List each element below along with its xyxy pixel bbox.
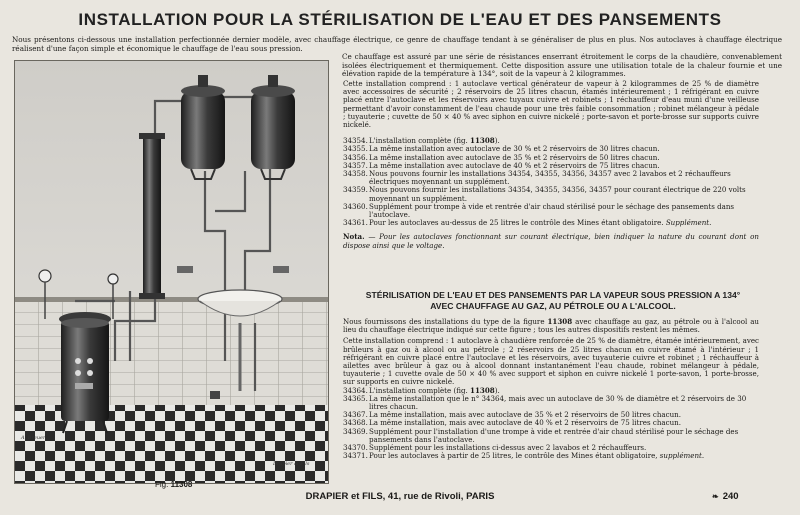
section-electric xyxy=(343,80,759,250)
item-number: 34369. xyxy=(343,426,368,436)
item-description xyxy=(369,186,759,202)
item-number: 34364. xyxy=(343,385,368,395)
item-figure-ref: 11308 xyxy=(470,385,495,395)
item-number: 34368. xyxy=(343,418,368,428)
section-gas-heading-line1: STÉRILISATION DE L'EAU ET DES PANSEMENTS PAR LA VAPEUR SOUS PRESSION A 134° xyxy=(365,290,741,300)
page-title: INSTALLATION POUR LA STÉRILISATION DE L'EAU ET DES PANSEMENTS xyxy=(78,10,722,29)
catalog-item xyxy=(343,452,759,460)
item-text: L'installation complète (fig. xyxy=(369,385,471,395)
item-text: La même installation avec autoclave de 35 % et 2 réservoirs de 50 litres chacun. xyxy=(369,152,660,162)
item-figure-ref: 11308 xyxy=(470,136,495,146)
item-tail: supplément. xyxy=(659,451,705,461)
item-number: 34358. xyxy=(343,169,368,179)
svg-text:A. Breuer: A. Breuer xyxy=(21,435,46,441)
item-number: 34361. xyxy=(343,218,368,228)
item-number: 34371. xyxy=(343,451,368,461)
item-description xyxy=(369,395,759,411)
svg-text:Drapier & Fils: Drapier & Fils xyxy=(273,461,310,467)
item-description xyxy=(369,170,759,186)
item-text: L'installation complète (fig. xyxy=(369,136,471,146)
item-text: La même installation avec autoclave de 30 % et 2 réservoirs de 30 litres chacun. xyxy=(369,144,660,154)
item-number: 34356. xyxy=(343,152,368,162)
catalog-item xyxy=(343,186,759,202)
section-gas xyxy=(343,318,759,460)
item-text: Nous pouvons fournir les installations 34354, 34355, 34356, 34357 pour courant électrique de 220 volts moyennant un supplément. xyxy=(369,185,746,203)
figure-caption xyxy=(155,480,192,489)
gas-intro-text-a: Nous fournissons des installations du type de la figure xyxy=(343,317,548,326)
item-tail: ). xyxy=(494,136,500,146)
catalog-item xyxy=(343,428,759,444)
page-number xyxy=(712,491,739,502)
item-number: 34359. xyxy=(343,185,368,195)
catalog-item xyxy=(343,395,759,411)
section-gas-heading-line2: AVEC CHAUFFAGE AU GAZ, AU PÉTROLE OU A L'ALCOOL. xyxy=(430,301,676,311)
item-text: La même installation avec autoclave de 40 % et 2 réservoirs de 75 litres chacun. xyxy=(369,160,660,170)
nota xyxy=(343,233,759,249)
electric-composition: Cette installation comprend : 1 autoclave vertical générateur de vapeur à 2 kilogrammes de 25 % de diamètre avec accessoires de sécurité ; 2 réservoirs de 25 litres chacun, étamés intérieurement ; 1 réfrigérant en cuivre placé entre l'autoclave et les réservoirs avec tuyaux cuivre et robinets ; 1 réchauffeur d'eau muni d'une veilleuse permettant d'avoir constamment de l'eau chaude pour une très faible consommation ; robinet mélangeur à pédale ; tuyauterie ; cuvette de 50 × 40 % avec siphon en cuivre nickelé ; porte-savon et porte-brosse sur supports cuivre nickelé. xyxy=(343,79,759,130)
publisher-footer: DRAPIER et FILS, 41, rue de Rivoli, PARIS xyxy=(305,491,495,502)
nota-text: — Pour les autoclaves fonctionnant sur courant électrique, bien indiquer la nature du courant dont on dispose ainsi que le voltage. xyxy=(343,232,759,250)
item-number: 34354. xyxy=(343,136,368,146)
ornament-icon: ❧ xyxy=(712,492,719,501)
item-number: 34367. xyxy=(343,410,368,420)
nota-label: Nota. xyxy=(343,232,365,242)
figure-caption-prefix: Fig. xyxy=(155,480,171,489)
intro-text-a: Nous présentons ci-dessous une installation perfectionnée dernier modèle, avec chauffage électrique, ce genre de chauffage tendant à se généraliser de plus en plus. Nos autoclaves à chauffage électrique réalisent d'une façon simple et économique le chauffage de l'eau sous pression. xyxy=(12,35,782,53)
item-number: 34357. xyxy=(343,160,368,170)
item-text: La même installation, mais avec autoclave de 40 % et 2 réservoirs de 75 litres chacun. xyxy=(369,418,682,428)
item-tail: Supplément. xyxy=(665,218,712,228)
item-text: Supplément pour les installations ci-dessus avec 2 lavabos et 2 réchauffeurs. xyxy=(369,443,647,453)
electric-item-list xyxy=(343,137,759,227)
catalog-item xyxy=(343,219,759,227)
gas-intro-text-b: avec chauffage au gaz, au pétrole ou à l'alcool au lieu du chauffage électrique indiqué sur cette figure ; tous les autres dispositifs restent les mêmes. xyxy=(343,317,759,335)
figure-caption-number: 11308 xyxy=(170,480,193,489)
item-number: 34365. xyxy=(343,393,368,403)
item-number: 34370. xyxy=(343,443,368,453)
item-text: La même installation, mais avec autoclave de 35 % et 2 réservoirs de 50 litres chacun. xyxy=(369,410,682,420)
item-text: La même installation que le n° 34364, mais avec un autoclave de 30 % de diamètre et 2 réservoirs de 30 litres chacun. xyxy=(369,393,747,412)
item-text: Pour les autoclaves au-dessus de 25 litres le contrôle des Mines étant obligatoire. xyxy=(369,218,666,228)
item-description xyxy=(369,428,759,444)
gas-intro-figure-ref: 11308 xyxy=(547,317,573,326)
item-text: Nous pouvons fournir les installations 34354, 34355, 34356, 34357 avec 2 lavabos et 2 réchauffeurs électriques moyennant un supplément. xyxy=(369,169,731,187)
section-gas-heading xyxy=(343,290,763,312)
catalog-item xyxy=(343,203,759,219)
item-tail: ). xyxy=(494,385,500,395)
gas-composition: Cette installation comprend : 1 autoclave à chaudière renforcée de 25 % de diamètre, étamée intérieurement, avec brûleurs à gaz ou à alcool ou au pétrole ; 2 réservoirs de 25 litres chacun en cuivre étamé à l'intérieur ; 1 réfrigérant en cuivre placé entre l'autoclave et les réservoirs, avec tuyauterie cuivre et robinet ; 1 réchauffeur à ailettes avec brûleur à gaz ou à alcool donnant instantanément l'eau chaude, robinet mélangeur à pédale, tuyauterie ; 1 cuvette ovale de 50 × 40 % avec support et siphon en cuivre nickelé 1 porte-savon, 1 porte-brosse, sur supports en cuivre nickelé. xyxy=(343,336,759,387)
item-text: Pour les autoclaves à partir de 25 litres, le contrôle des Mines étant obligatoire, xyxy=(369,451,660,461)
catalog-item xyxy=(343,170,759,186)
page-number-value: 240 xyxy=(722,491,739,502)
item-number: 34355. xyxy=(343,144,368,154)
intro-text-b: Ce chauffage est assuré par une série de résistances enserrant étroitement le corps de la chaudière, convenablement isolées électriquement et thermiquement. Cette disposition assure une utilisation totale de la chaleur fournie et une élévation rapide de la température à 134°, soit de la vapeur à 2 kilogrammes. xyxy=(342,52,782,79)
gas-item-list xyxy=(343,387,759,461)
item-text: Supplément pour l'installation d'une trompe à vide et rentrée d'air chaud stérilisé pour le séchage des pansements dans l'autoclave. xyxy=(369,426,739,444)
item-description xyxy=(369,219,759,227)
installation-drawing xyxy=(15,61,328,483)
installation-illustration xyxy=(14,60,329,484)
item-number: 34360. xyxy=(343,201,368,211)
item-description xyxy=(369,203,759,219)
item-text: Supplément pour trompe à vide et rentrée d'air chaud stérilisé pour le séchage des pansements dans l'autoclave. xyxy=(369,201,735,220)
gas-intro xyxy=(343,318,759,334)
item-description xyxy=(369,452,759,460)
